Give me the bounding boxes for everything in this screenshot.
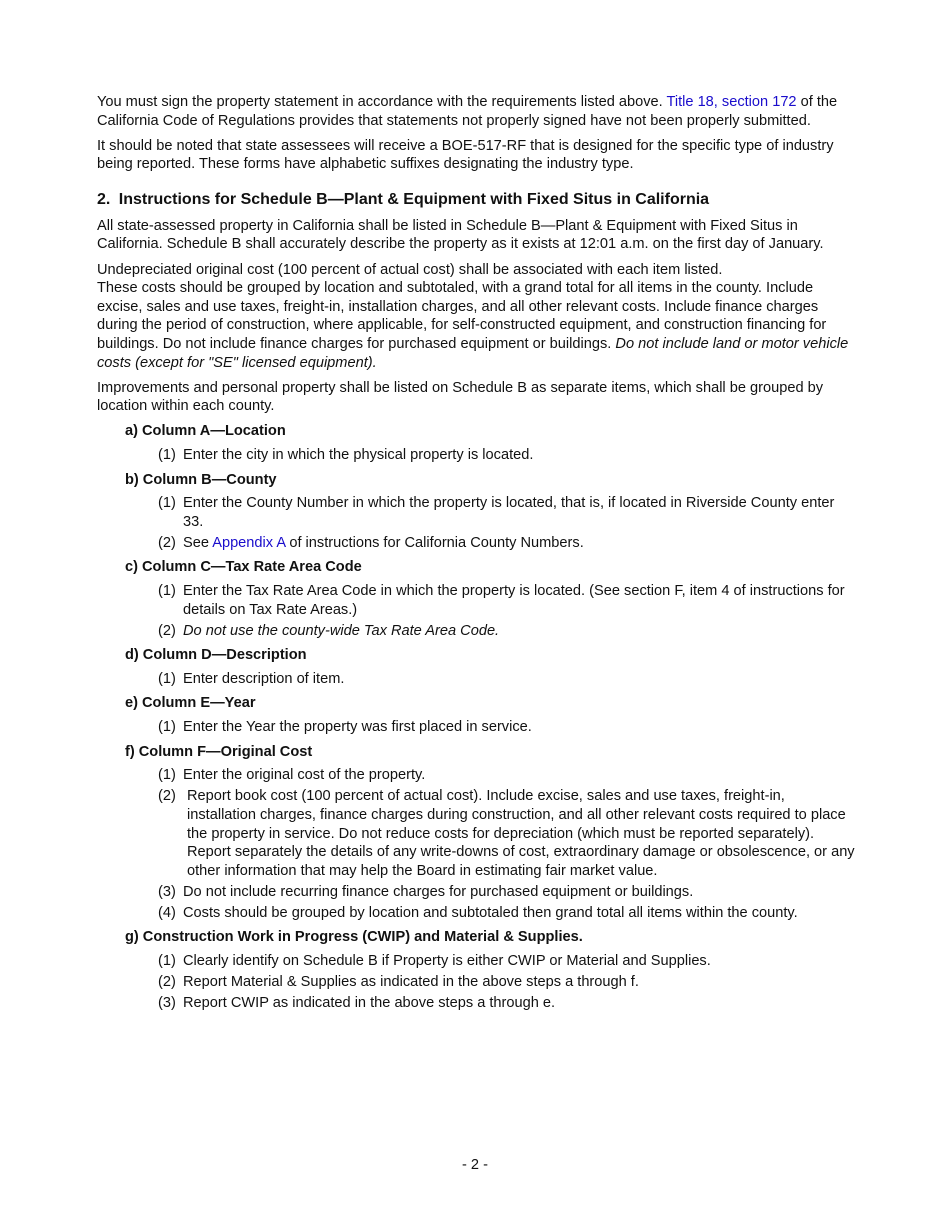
subsection-title: Column C—Tax Rate Area Code — [141, 559, 362, 576]
item-number: (1) — [158, 719, 176, 736]
list-item — [158, 582, 857, 619]
list-item — [158, 670, 857, 689]
item-text: Enter the Tax Rate Area Code in which the property is located. (See section F, item 4 of instructions for details on Tax Rate Areas.) — [183, 582, 845, 618]
item-number: (2) — [158, 974, 176, 991]
list-item — [158, 494, 857, 531]
section-paragraph-1: All state-assessed property in California shall be listed in Schedule B—Plant & Equipment with Fixed Situs in California. Schedule B shall accurately describe the property as it exists at 12:01 a.m. on the first day of January. — [97, 217, 824, 253]
item-number: (1) — [158, 495, 176, 512]
subsection-d-heading — [125, 646, 857, 665]
item-text: Report CWIP as indicated in the above steps a through e. — [183, 995, 556, 1012]
item-number: (4) — [158, 904, 176, 921]
item-text: Clearly identify on Schedule B if Property is either CWIP or Material and Supplies. — [183, 953, 711, 970]
subsection-title: Column F—Original Cost — [138, 743, 313, 760]
item-number: (1) — [158, 446, 176, 463]
list-item — [158, 973, 857, 992]
list-item — [158, 994, 857, 1013]
subsection-title: Column B—County — [142, 471, 277, 488]
list-item — [158, 952, 857, 971]
item-text: Enter the original cost of the property. — [183, 767, 426, 784]
item-number: (2) — [158, 622, 176, 639]
title-18-link[interactable]: Title 18, section 172 — [666, 94, 797, 110]
item-text: Enter the Year the property was first placed in service. — [183, 719, 532, 736]
subsection-g-heading — [125, 928, 857, 947]
subsection-letter: e) — [125, 695, 138, 712]
section-paragraph-3: Improvements and personal property shall be listed on Schedule B as separate items, which shall be grouped by location within each county. — [97, 379, 824, 415]
intro-paragraph-1 — [97, 93, 857, 130]
section-number: 2. — [97, 190, 111, 208]
subsection-e-heading — [125, 694, 857, 713]
list-item — [158, 766, 857, 785]
item-number: (3) — [158, 995, 176, 1012]
cost-exclusion-note: Do not include land or motor vehicle costs (except for "SE" licensed equipment). — [97, 335, 849, 371]
page-content — [97, 93, 857, 1015]
item-number: (2) — [158, 534, 176, 551]
list-item — [158, 904, 857, 923]
subsection-f-list — [158, 766, 857, 922]
item-number: (2) — [158, 788, 176, 805]
list-item — [158, 883, 857, 902]
item-text: Report Material & Supplies as indicated in the above steps a through f. — [183, 974, 639, 991]
subsection-c-heading — [125, 558, 857, 577]
subsection-a-list — [158, 446, 857, 465]
item-text: Do not include recurring finance charges for purchased equipment or buildings. — [183, 883, 694, 900]
subsection-title: Construction Work in Progress (CWIP) and Material & Supplies. — [142, 929, 583, 946]
subsection-letter: c) — [125, 559, 138, 576]
item-text: Enter the County Number in which the property is located, that is, if located in Riverside County enter 33. — [183, 495, 835, 530]
subsection-letter: a) — [125, 423, 138, 440]
item-text: Costs should be grouped by location and subtotaled then grand total all items within the county. — [183, 904, 798, 921]
item-text: See — [183, 534, 209, 551]
item-number: (1) — [158, 767, 176, 784]
item-text: Enter the city in which the physical property is located. — [183, 446, 534, 463]
subsection-letter: d) — [125, 647, 139, 664]
subsection-b-list — [158, 494, 857, 552]
list-item — [158, 622, 857, 641]
item-text: Do not use the county-wide Tax Rate Area Code. — [183, 622, 500, 639]
item-text-cont: of instructions for California County Numbers. — [289, 534, 584, 551]
subsection-letter: b) — [125, 471, 139, 488]
appendix-a-link[interactable]: Appendix A — [212, 534, 286, 551]
subsection-b-heading — [125, 471, 857, 490]
section-heading — [97, 190, 857, 210]
cost-line: Undepreciated original cost (100 percent of actual cost) shall be associated with each item listed. — [97, 261, 723, 278]
intro-paragraph-2: It should be noted that state assessees will receive a BOE-517-RF that is designed for the specific type of industry being reported. These forms have alphabetic suffixes designating the industry type. — [97, 137, 834, 173]
section-title: Instructions for Schedule B—Plant & Equipment with Fixed Situs in California — [118, 190, 710, 208]
list-item — [158, 787, 857, 880]
subsection-d-list — [158, 670, 857, 689]
list-item — [158, 718, 857, 737]
intro-text-cont: of the California Code of Regulations provides that statements not properly signed have not been properly submitted. — [97, 94, 838, 129]
subsection-letter: g) — [125, 929, 139, 946]
list-item — [158, 534, 857, 553]
subsection-g-list — [158, 952, 857, 1013]
item-text: Enter description of item. — [183, 670, 345, 687]
cost-details: These costs should be grouped by location and subtotaled, with a grand total for all items in the county. Include excise, sales and use taxes, freight-in, installation charges, and all other relevant costs. Include finance charges during the period of construction, where applicable, for self-constructed equipment, and construction financing for buildings. Do not include finance charges for purchased equipment or buildings. — [97, 280, 827, 352]
item-number: (1) — [158, 953, 176, 970]
subsection-title: Column D—Description — [142, 647, 307, 664]
item-number: (1) — [158, 582, 176, 599]
page-number: - 2 - — [462, 1157, 488, 1173]
item-number: (1) — [158, 670, 176, 687]
item-number: (3) — [158, 883, 176, 900]
subsection-c-list — [158, 582, 857, 640]
list-item — [158, 446, 857, 465]
subsection-letter: f) — [125, 743, 135, 760]
intro-text: You must sign the property statement in accordance with the requirements listed above. — [97, 94, 663, 110]
subsection-title: Column E—Year — [141, 695, 256, 712]
section-paragraph-2 — [97, 261, 857, 373]
subsection-a-heading — [125, 422, 857, 441]
subsection-e-list — [158, 718, 857, 737]
subsection-title: Column A—Location — [141, 423, 286, 440]
item-text: Report book cost (100 percent of actual cost). Include excise, sales and use taxes, freight-in, installation charges, finance charges during construction, and all other relevant costs required to place the property in service. Do not reduce costs for depreciation (which must be reported separately). Report separately the details of any write-downs of cost, extraordinary damage or obsolescence, or any other information that may help the Board in estimating fair market value. — [187, 788, 855, 879]
subsection-f-heading — [125, 743, 857, 762]
